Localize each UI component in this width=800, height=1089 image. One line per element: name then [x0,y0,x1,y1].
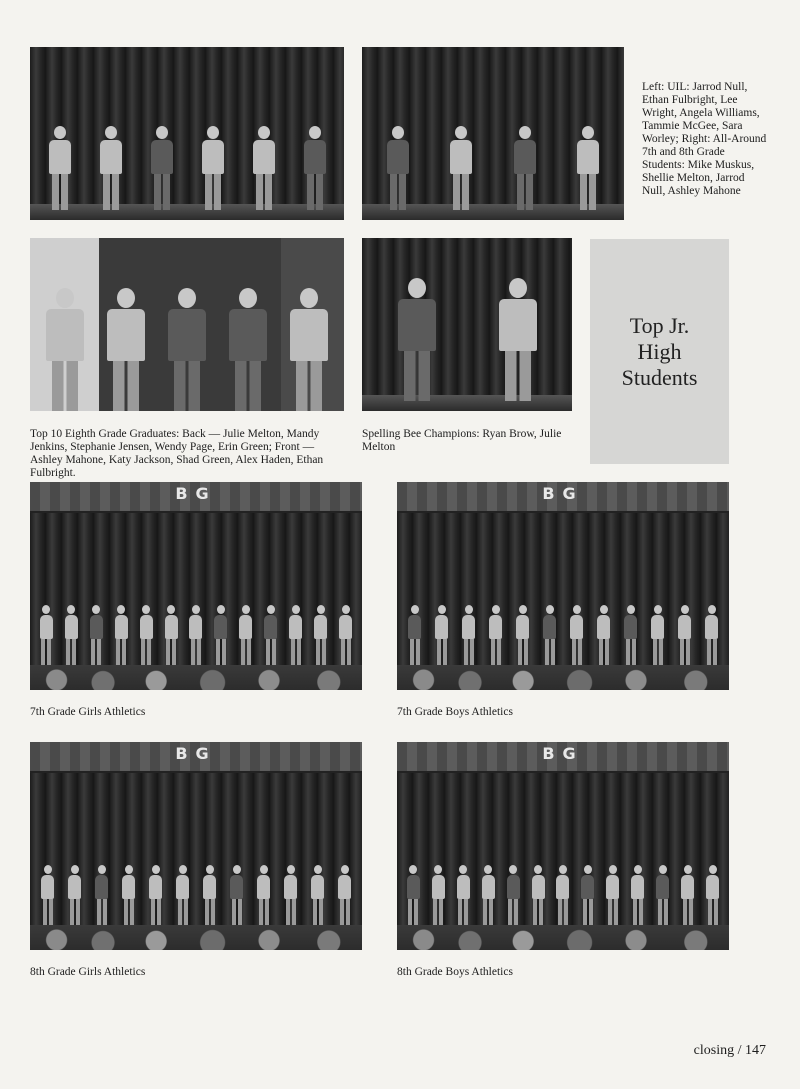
stage-banner: BG [175,744,217,764]
boys-7th-caption: 7th Grade Boys Athletics [397,706,513,718]
stage-banner: BG [175,484,217,504]
all-around-photo [362,47,624,220]
spelling-bee-caption: Spelling Bee Champions: Ryan Brow, Julie Melton [362,428,562,453]
spelling-bee-photo [362,238,572,411]
uil-caption: Left: UIL: Jarrod Null, Ethan Fulbright, Lee Wright, Angela Williams, Tammie McGee, Sara Worley; Right: All-Around 7th and 8th Grade Students: Mike Muskus, Shellie Melton, Jarrod Null, Ashley Mahone [642,81,767,197]
uil-photo [30,47,344,220]
top-ten-graduates-photo [30,238,344,411]
girls-8th-caption: 8th Grade Girls Athletics [30,966,146,978]
page-folio: closing / 147 [693,1043,766,1058]
stage-banner: BG [542,484,584,504]
boys-7th-athletics-photo [397,482,729,690]
boys-8th-athletics-photo [397,742,729,950]
section-title-box [590,239,729,464]
girls-7th-caption: 7th Grade Girls Athletics [30,706,146,718]
girls-7th-athletics-photo [30,482,362,690]
girls-8th-athletics-photo [30,742,362,950]
top-ten-caption: Top 10 Eighth Grade Graduates: Back — Julie Melton, Mandy Jenkins, Stephanie Jensen, Wendy Page, Erin Green; Front — Ashley Mahone, Katy Jackson, Shad Green, Alex Haden, Ethan Fulbright. [30,428,324,479]
boys-8th-caption: 8th Grade Boys Athletics [397,966,513,978]
section-title: Top Jr. High Students [621,312,698,390]
stage-banner: BG [542,744,584,764]
